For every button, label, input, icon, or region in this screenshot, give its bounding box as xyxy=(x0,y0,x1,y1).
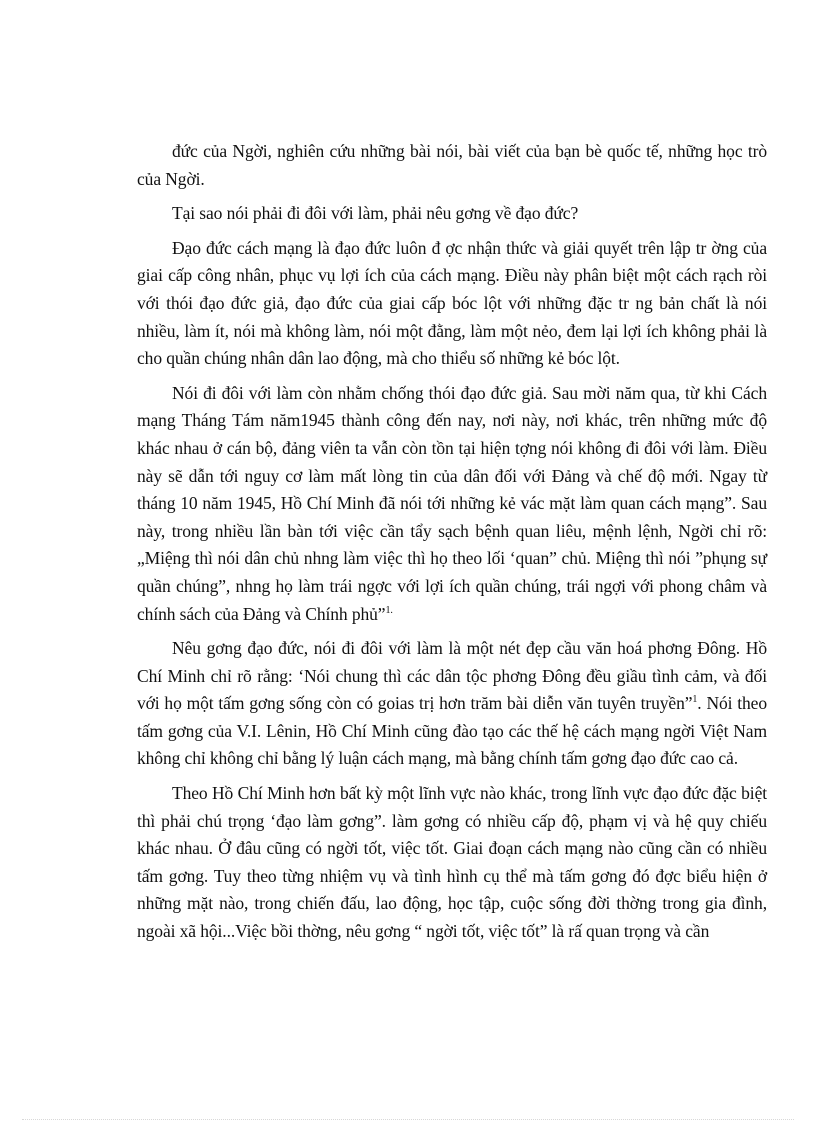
paragraph-5 xyxy=(137,635,767,773)
paragraph-3-text: Đạo đức cách mạng là đạo đức luôn đ ợc nhận thức và giải quyết trên lập tr ờng của giai cấp công nhân, phục vụ lợi ích của cách mạng. Điều này phân biệt một cách rạch ròi với thói đạo đức giả, đạo đức của giai cấp bóc lột với những đặc tr ng bản chất là nói nhiều, làm ít, nói mà không làm, nói một đằng, làm một nẻo, đem lại lợi ích không phải là cho quần chúng nhân dân lao động, mà cho thiểu số những kẻ bóc lột. xyxy=(137,237,767,369)
paragraph-4 xyxy=(137,380,767,628)
paragraph-2 xyxy=(137,200,767,228)
document-page xyxy=(137,138,767,953)
paragraph-5-tail: . Nói theo tấm gơng của V.I. Lênin, Hồ Chí Minh cũng đào tạo các thế hệ cách mạng ngời Việt Nam không chỉ không chỉ bằng lý luận cách mạng, mà bằng chính tấm gơng đạo đức cao cả. xyxy=(137,693,767,769)
paragraph-6 xyxy=(137,780,767,946)
paragraph-5-text: Nêu gơng đạo đức, nói đi đôi với làm là một nét đẹp cầu văn hoá phơng Đông. Hồ Chí Minh chỉ rõ rằng: ‘Nói chung thì các dân tộc phơng Đông đều giầu tình cảm, và đối với họ một tấm gơng sống còn có goias trị hơn trăm bài diễn văn tuyên truyền” xyxy=(137,638,767,714)
footnote-marker: 1 xyxy=(692,694,698,706)
paragraph-1 xyxy=(137,138,767,193)
paragraph-1-text: đức của Ngời, nghiên cứu những bài nói, bài viết của bạn bè quốc tế, những học trò của Ngời. xyxy=(137,141,767,189)
paragraph-2-text: Tại sao nói phải đi đôi với làm, phải nêu gơng về đạo đức? xyxy=(172,203,579,224)
page-bottom-rule xyxy=(22,1119,794,1120)
paragraph-4-text: Nói đi đôi với làm còn nhằm chống thói đạo đức giả. Sau mời năm qua, từ khi Cách mạng Tháng Tám năm1945 thành công đến nay, nơi này, nơi khác, trên những mức độ khác nhau ở cán bộ, đảng viên ta vẫn còn tồn tại hiện tợng nói không đi đôi với làm. Điều này sẽ dẫn tới nguy cơ làm mất lòng tin của dân đối với Đảng và chế độ mới. Ngay từ tháng 10 năm 1945, Hồ Chí Minh đã nói tới những kẻ vác mặt làm quan cách mạng”. Sau này, trong nhiều lần bàn tới việc cần tẩy sạch bệnh quan liêu, mệnh lệnh, Ngời chỉ rõ: „Miệng thì nói dân chủ nhng làm việc thì họ theo lối ‘quan” chủ. Miệng thì nói ”phụng sự quần chúng”, nhng họ làm trái ngợc với lợi ích quần chúng, trái ngợi với phong châm và chính sách của Đảng và Chính phủ” xyxy=(137,382,767,624)
paragraph-3 xyxy=(137,235,767,373)
paragraph-6-text: Theo Hồ Chí Minh hơn bất kỳ một lĩnh vực nào khác, trong lĩnh vực đạo đức đặc biệt thì phải chú trọng ‘đạo làm gơng”. làm gơng có nhiều cấp độ, phạm vị và hệ quy chiếu khác nhau. Ở đâu cũng có ngời tốt, việc tốt. Giai đoạn cách mạng nào cũng cần có nhiều tấm gơng. Tuy theo từng nhiệm vụ và tình hình cụ thể mà tấm gơng đó đợc biểu hiện ở những mặt nào, trong chiến đấu, lao động, học tập, cuộc sống đời thờng trong gia đình, ngoài xã hội...Việc bồi thờng, nêu gơng “ ngời tốt, việc tốt” là rấ quan trọng và cần xyxy=(137,783,767,942)
footnote-marker: 1. xyxy=(385,604,393,616)
